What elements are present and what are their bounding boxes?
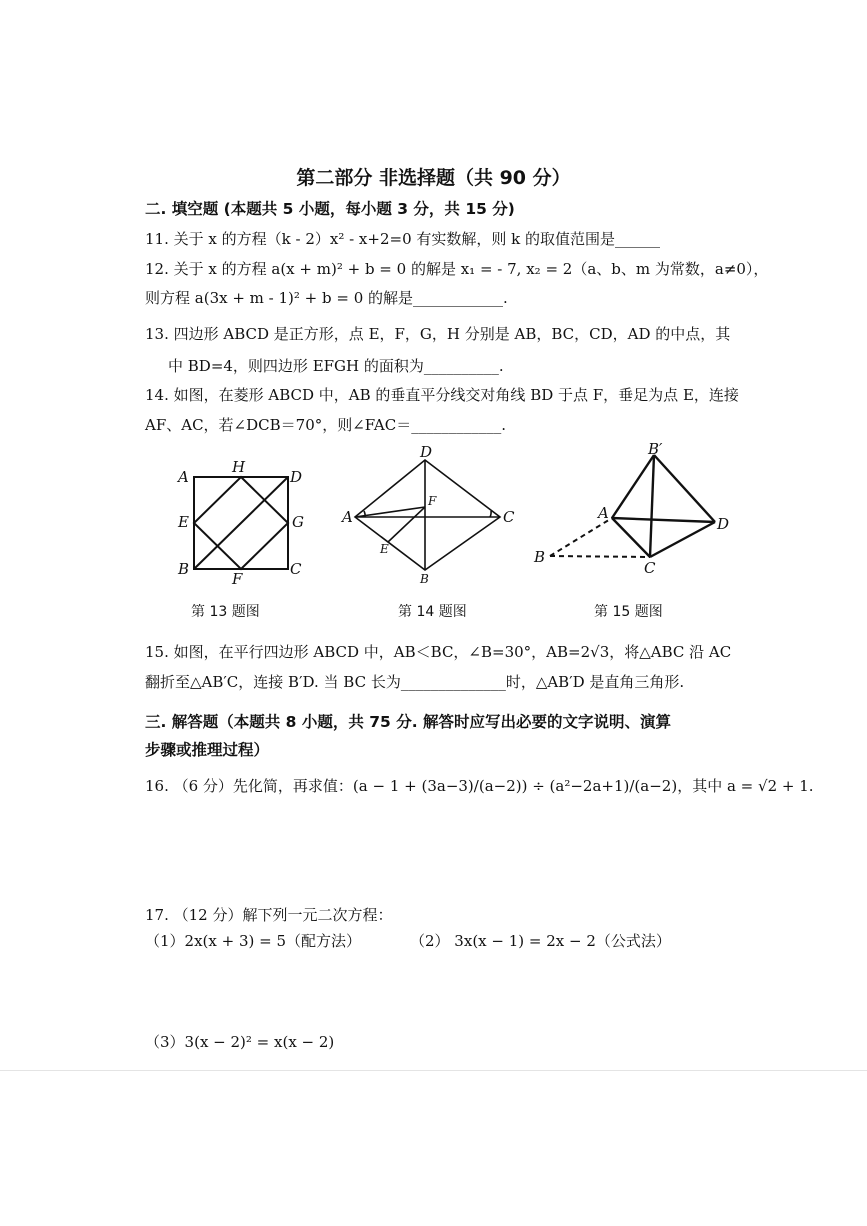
figure-13-caption: 第 13 题图 (191, 604, 260, 620)
page-title: 第二部分 非选择题（共 90 分） (296, 167, 571, 189)
label-F: F (232, 570, 243, 588)
question-15-line-2: 翻折至△AB′C，连接 B′D. 当 BC 长为______________时，△AB′D 是直角三角形. (145, 673, 685, 691)
label-G: G (292, 513, 304, 531)
label-B: B (420, 572, 429, 586)
question-11: 11. 关于 x 的方程（k - 2）x² - x+2=0 有实数解，则 k 的取值范围是______ (145, 230, 661, 248)
label-E: E (380, 542, 389, 556)
question-17-intro: 17. （12 分）解下列一元二次方程： (145, 906, 393, 924)
label-E: E (178, 513, 189, 531)
section-3-header-line-1: 三. 解答题（本题共 8 小题，共 75 分. 解答时应写出必要的文字说明、演算 (145, 713, 672, 731)
rhombus-abcd (355, 460, 500, 570)
segment-bc-dashed (550, 556, 650, 557)
question-12-line-1: 12. 关于 x 的方程 a(x + m)² + b = 0 的解是 x₁ = - 7, x₂ = 2（a、b、m 为常数，a≠0）， (145, 260, 769, 278)
diagonal-bd (194, 477, 288, 569)
question-15-line-1: 15. 如图，在平行四边形 ABCD 中，AB＜BC，∠B=30°，AB=2√3，将△ABC 沿 AC (145, 643, 732, 661)
label-A: A (598, 504, 609, 522)
label-D: D (290, 468, 303, 486)
question-17-part-3: （3）3(x − 2)² = x(x − 2) (145, 1033, 335, 1051)
question-12-line-2: 则方程 a(3x + m - 1)² + b = 0 的解是____________. (145, 289, 508, 307)
section-2-header: 二. 填空题 (本题共 5 小题，每小题 3 分，共 15 分) (145, 200, 515, 218)
label-F: F (428, 494, 437, 508)
label-D: D (420, 443, 433, 461)
label-A: A (342, 508, 353, 526)
segment-cd (650, 522, 715, 557)
question-13-line-2: 中 BD=4，则四边形 EFGH 的面积为__________. (168, 357, 504, 375)
figure-13 (170, 455, 310, 590)
question-13-line-1: 13. 四边形 ABCD 是正方形，点 E，F，G，H 分别是 AB，BC，CD，AD 的中点，其 (145, 325, 731, 343)
segment-bprime-c (650, 455, 654, 557)
question-14-line-2: AF、AC，若∠DCB＝70°，则∠FAC＝____________. (145, 416, 506, 434)
label-H: H (232, 458, 246, 476)
angle-mark-c (490, 511, 491, 517)
question-14-line-1: 14. 如图，在菱形 ABCD 中，AB 的垂直平分线交对角线 BD 于点 F，垂足为点 E，连接 (145, 386, 739, 404)
segment-bprime-d (654, 455, 715, 522)
segment-ad (612, 518, 715, 522)
label-D: D (717, 515, 730, 533)
figure-15 (530, 440, 740, 580)
label-B: B (534, 548, 546, 566)
label-B: B (178, 560, 190, 578)
segment-ac (612, 518, 650, 557)
question-17-part-2: （2） 3x(x − 1) = 2x − 2（公式法） (410, 932, 671, 950)
page-bottom-divider (0, 1070, 867, 1071)
question-17-part-1: （1）2x(x + 3) = 5（配方法） (145, 932, 362, 950)
label-C: C (503, 508, 515, 526)
label-C: C (644, 559, 656, 577)
question-16: 16. （6 分）先化简，再求值：(a − 1 + (3a−3)/(a−2)) ÷ (a²−2a+1)/(a−2)，其中 a = √2 + 1. (145, 777, 814, 795)
segment-ba-dashed (550, 518, 612, 556)
section-3-header-line-2: 步骤或推理过程） (145, 741, 270, 759)
label-A: A (178, 468, 189, 486)
label-B-prime: B′ (648, 440, 663, 458)
label-C: C (290, 560, 302, 578)
figure-14 (340, 443, 515, 590)
segment-bprime-a (612, 455, 654, 518)
figure-15-caption: 第 15 题图 (594, 604, 663, 620)
figure-14-caption: 第 14 题图 (398, 604, 467, 620)
